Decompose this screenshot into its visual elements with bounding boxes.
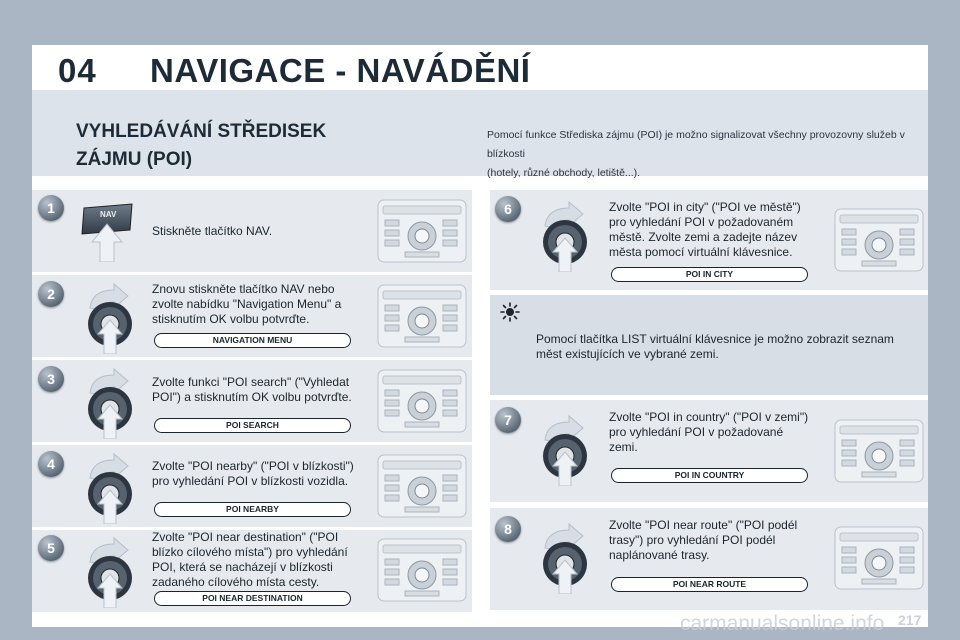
watermark: carmanualsonline.info xyxy=(680,612,885,635)
ok-knob-icon xyxy=(80,367,140,439)
chapter-number: 04 xyxy=(58,52,97,89)
section-title-line-2: ZÁJMU (POI) xyxy=(76,149,193,170)
step-5-number: 5 xyxy=(38,535,64,561)
lightbulb-icon xyxy=(500,302,520,322)
menu-poi-search: POI SEARCH xyxy=(154,418,351,433)
step-6-number: 6 xyxy=(495,196,521,222)
step-2-number: 2 xyxy=(38,281,64,307)
section-intro xyxy=(487,126,917,183)
step-1-text: Stiskněte tlačítko NAV. xyxy=(152,224,273,238)
ok-knob-icon xyxy=(80,282,140,354)
ok-knob-icon xyxy=(535,200,595,272)
menu-navigation-menu: NAVIGATION MENU xyxy=(154,333,351,348)
ok-knob-icon xyxy=(535,522,595,594)
intro-line-1: Pomocí funkce Střediska zájmu (POI) je možno signalizovat všechny provozovny služeb v blízkosti xyxy=(487,129,905,160)
control-panel-thumbnail xyxy=(377,196,467,266)
control-panel-thumbnail xyxy=(377,535,467,605)
menu-poi-nearby: POI NEARBY xyxy=(154,502,351,517)
step-7-text: Zvolte "POI in country" ("POI v zemi") pro vyhledání POI v požadované zemi. xyxy=(609,410,809,454)
ok-knob-icon xyxy=(80,536,140,608)
page-title: NAVIGACE - NAVÁDĚNÍ xyxy=(150,52,531,89)
step-8-number: 8 xyxy=(495,516,521,542)
control-panel-thumbnail xyxy=(377,281,467,351)
control-panel-thumbnail xyxy=(834,205,924,275)
step-4-number: 4 xyxy=(38,451,64,477)
section-title-line-1: VYHLEDÁVÁNÍ STŘEDISEK xyxy=(76,121,327,142)
nav-button-label: NAV xyxy=(100,210,117,219)
menu-poi-near-destination: POI NEAR DESTINATION xyxy=(154,591,351,606)
step-1-number: 1 xyxy=(38,195,64,221)
ok-knob-icon xyxy=(80,452,140,524)
step-3-number: 3 xyxy=(38,366,64,392)
page-number: 217 xyxy=(898,612,922,628)
menu-poi-in-city: POI IN CITY xyxy=(611,267,808,282)
control-panel-thumbnail xyxy=(377,451,467,521)
tip-text: Pomocí tlačítka LIST virtuální klávesnice je možno zobrazit seznam měst existujících ve vybrané zemi. xyxy=(536,332,894,361)
step-2-text: Znovu stiskněte tlačítko NAV nebo zvolte nabídku "Navigation Menu" a stisknutím OK volbu potvrďte. xyxy=(152,282,342,326)
section-title xyxy=(76,118,406,174)
menu-poi-near-route: POI NEAR ROUTE xyxy=(611,577,808,592)
step-6-text: Zvolte "POI in city" ("POI ve městě") pro vyhledání POI v požadovaném městě. Zvolte zemi a zadejte název města pomocí virtuální klávesnice. xyxy=(609,200,801,259)
intro-line-2: (hotely, různé obchody, letiště...). xyxy=(487,167,641,179)
menu-poi-in-country: POI IN COUNTRY xyxy=(611,468,808,483)
control-panel-thumbnail xyxy=(834,416,924,486)
ok-knob-icon xyxy=(535,414,595,486)
step-7-number: 7 xyxy=(495,407,521,433)
step-4-text: Zvolte "POI nearby" ("POI v blízkosti") pro vyhledání POI v blízkosti vozidla. xyxy=(152,459,354,488)
control-panel-thumbnail xyxy=(834,523,924,593)
step-5-text: Zvolte "POI near destination" ("POI blízko cílového místa") pro vyhledání POI, která se nacházejí v blízkosti zadaného cílového místa cesty. xyxy=(152,530,348,589)
control-panel-thumbnail xyxy=(377,366,467,436)
step-8-text: Zvolte "POI near route" ("POI podél trasy") pro vyhledání POI podél naplánované trasy. xyxy=(609,518,798,562)
nav-button-illustration xyxy=(78,200,138,262)
step-3-text: Zvolte funkci "POI search" ("Vyhledat POI") a stisknutím OK volbu potvrďte. xyxy=(152,375,352,404)
